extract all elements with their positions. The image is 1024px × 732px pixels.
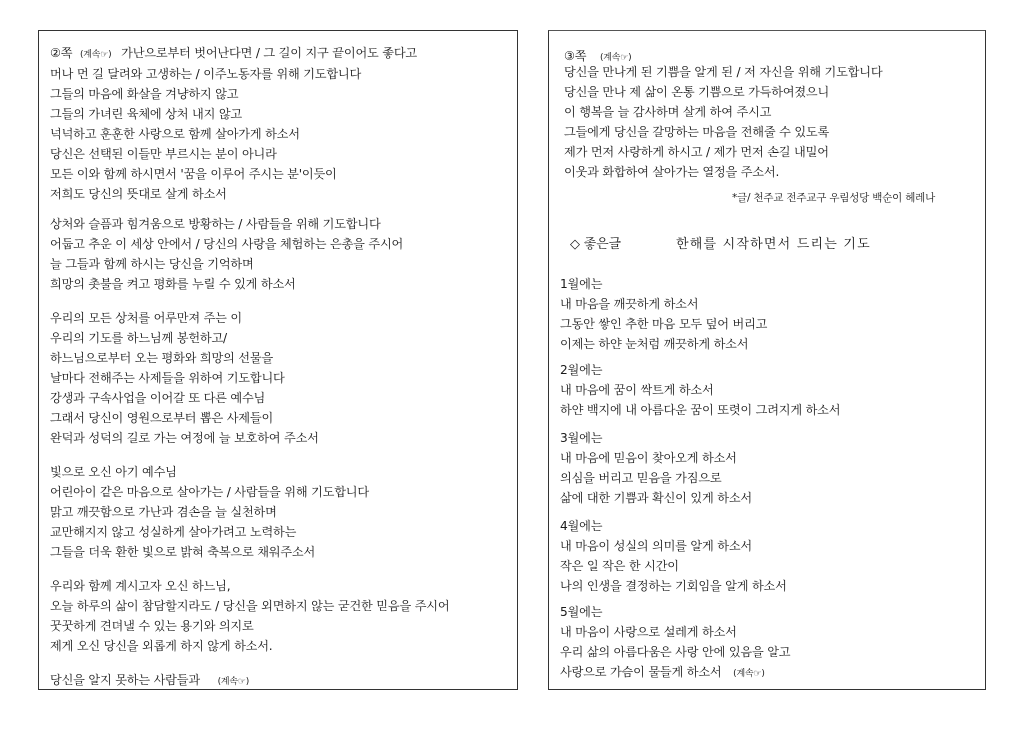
- text-line: 삶에 대한 기쁨과 확신이 있게 하소서: [560, 491, 752, 505]
- text-line: 늘 그들과 함께 하시는 당신을 기억하며: [50, 257, 254, 271]
- text-line: 빛으로 오신 아기 예수님: [50, 465, 177, 479]
- header-text: 가난으로부터 벗어난다면 / 그 길이 지구 끝이어도 좋다고: [121, 46, 417, 60]
- month-label: 3월에는: [560, 431, 603, 445]
- continued-note: (계속☞): [80, 50, 112, 60]
- text-line: 어둡고 추운 이 세상 안에서 / 당신의 사랑을 체험하는 은총을 주시어: [50, 237, 404, 251]
- text-line: 당신은 선택된 이들만 부르시는 분이 아니라: [50, 147, 277, 161]
- text-line: 작은 일 작은 한 시간이: [560, 559, 679, 573]
- text-line: 머나 먼 길 달려와 고생하는 / 이주노동자를 위해 기도합니다: [50, 67, 362, 81]
- text-line: 우리 삶의 아름다움은 사랑 안에 있음을 알고: [560, 645, 791, 659]
- text-line: 의심을 버리고 믿음을 가짐으로: [560, 471, 722, 485]
- section-label: ◇ 좋은글: [570, 237, 621, 252]
- left-footer: [50, 672, 249, 690]
- text-line: 나의 인생을 결정하는 기회임을 알게 하소서: [560, 579, 787, 593]
- text-line: 우리의 기도를 하느님께 봉헌하고/: [50, 331, 227, 345]
- text-line: 교만해지지 않고 성실하게 살아가려고 노력하는: [50, 525, 297, 539]
- text-line: 모든 이와 함께 하시면서 '꿈을 이루어 주시는 분'이듯이: [50, 167, 337, 181]
- left-header: [50, 45, 417, 63]
- text-line: 우리의 모든 상처를 어루만져 주는 이: [50, 311, 242, 325]
- text-line: 내 마음이 성실의 의미를 알게 하소서: [560, 539, 752, 553]
- text-line: 저희도 당신의 뜻대로 살게 하소서: [50, 187, 227, 201]
- text-line: 넉넉하고 훈훈한 사랑으로 함께 살아가게 하소서: [50, 127, 300, 141]
- text-line: 내 마음에 믿음이 찾아오게 하소서: [560, 451, 737, 465]
- text-line: 그들의 가녀린 육체에 상처 내지 않고: [50, 107, 242, 121]
- month-label: 1월에는: [560, 277, 603, 291]
- text-line: 희망의 촛불을 켜고 평화를 누릴 수 있게 하소서: [50, 277, 296, 291]
- text-line: 상처와 슬픔과 힘겨움으로 방황하는 / 사람들을 위해 기도합니다: [50, 217, 381, 231]
- text-line: 내 마음을 깨끗하게 하소서: [560, 297, 699, 311]
- text-line: 그들을 더욱 환한 빛으로 밝혀 축복으로 채워주소서: [50, 545, 316, 559]
- text-line: 맑고 깨끗함으로 가난과 겸손을 늘 실천하며: [50, 505, 277, 519]
- text-line: 이제는 하얀 눈처럼 깨끗하게 하소서: [560, 337, 749, 351]
- text-line: 당신을 만나게 된 기쁨을 알게 된 / 저 자신을 위해 기도합니다: [564, 65, 883, 79]
- text-line: 날마다 전해주는 사제들을 위하여 기도합니다: [50, 371, 285, 385]
- text-line: 사랑으로 가슴이 물들게 하소서: [560, 665, 722, 679]
- text-line: 하느님으로부터 오는 평화와 희망의 선물을: [50, 351, 274, 365]
- text-line: 오늘 하루의 삶이 참담할지라도 / 당신을 외면하지 않는 굳건한 믿음을 주시어: [50, 599, 450, 613]
- text-line: 제가 먼저 사랑하게 하시고 / 제가 먼저 손길 내밀어: [564, 145, 829, 159]
- text-line: 그들의 마음에 화살을 겨냥하지 않고: [50, 87, 239, 101]
- month-label: 2월에는: [560, 363, 603, 377]
- text-line: 이웃과 화합하여 살아가는 열정을 주소서.: [564, 165, 780, 179]
- text-line: 그래서 당신이 영원으로부터 뽑은 사제들이: [50, 411, 274, 425]
- text-line: 이 행복을 늘 감사하며 살게 하여 주시고: [564, 105, 772, 119]
- continued-note: (계속☞): [217, 677, 250, 687]
- section-title: 한해를 시작하면서 드리는 기도: [676, 237, 871, 252]
- page-marker: ②쪽: [50, 46, 73, 60]
- text-line: 그들에게 당신을 갈망하는 마음을 전해줄 수 있도록: [564, 125, 830, 139]
- text-line: 내 마음에 꿈이 싹트게 하소서: [560, 383, 714, 397]
- text-line: 제게 오신 당신을 외롭게 하지 않게 하소서.: [50, 639, 273, 653]
- author-signature: *글/ 천주교 전주교구 우림성당 백순이 헤레나: [732, 192, 936, 204]
- footer-text: 당신을 알지 못하는 사람들과: [50, 673, 200, 687]
- text-line: 그동안 쌓인 추한 마음 모두 덮어 버리고: [560, 317, 768, 331]
- text-line: 강생과 구속사업을 이어갈 또 다른 예수님: [50, 391, 266, 405]
- continued-note: (계속☞): [600, 53, 632, 63]
- text-line: 우리와 함께 계시고자 오신 하느님,: [50, 579, 231, 593]
- text-line: 당신을 만나 제 삶이 온통 기쁨으로 가득하여졌으니: [564, 85, 830, 99]
- text-line: 꿋꿋하게 견뎌낼 수 있는 용기와 의지로: [50, 619, 254, 633]
- month-label: 4월에는: [560, 519, 603, 533]
- page-marker: ③쪽: [564, 49, 587, 63]
- text-line: 어린아이 같은 마음으로 살아가는 / 사람들을 위해 기도합니다: [50, 485, 369, 499]
- month-label: 5월에는: [560, 605, 603, 619]
- text-line: 내 마음이 사랑으로 설레게 하소서: [560, 625, 737, 639]
- text-line: 완덕과 성덕의 길로 가는 여정에 늘 보호하여 주소서: [50, 431, 319, 445]
- continued-note: (계속☞): [733, 669, 765, 679]
- right-footer: [560, 664, 765, 682]
- text-line: 하얀 백지에 내 아름다운 꿈이 또렷이 그려지게 하소서: [560, 403, 841, 417]
